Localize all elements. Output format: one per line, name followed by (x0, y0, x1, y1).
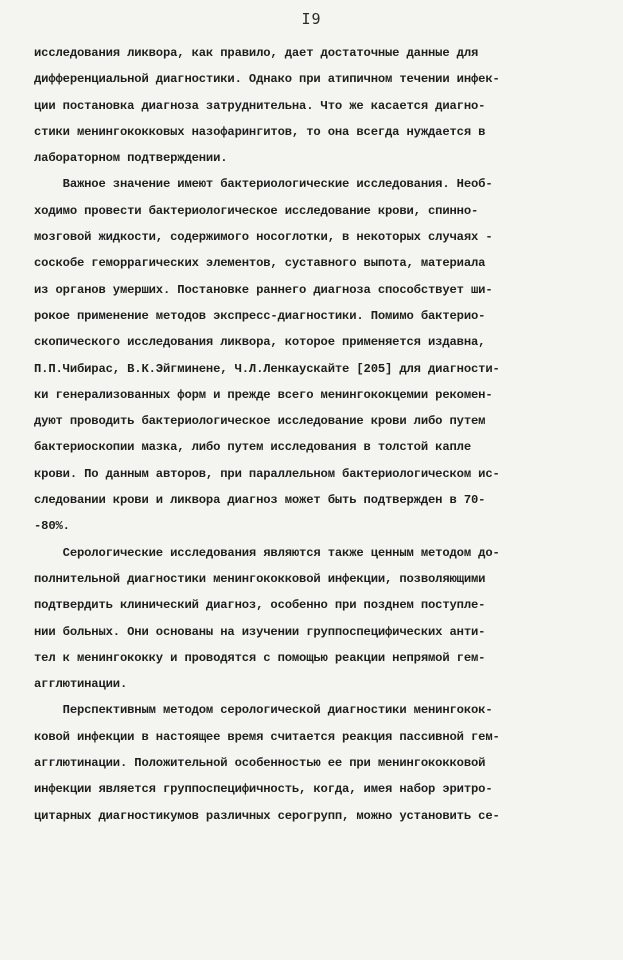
text-line: крови. По данным авторов, при параллельном бактериологическом ис- (34, 466, 500, 481)
text-line: -80%. (34, 519, 70, 534)
text-line: подтвердить клинический диагноз, особенно при позднем поступле- (34, 598, 486, 613)
text-line: ковой инфекции в настоящее время считается реакция пассивной гем- (34, 729, 500, 744)
text-line: полнительной диагностики менингококковой инфекции, позволяющими (34, 571, 486, 586)
text-line: скопического исследования ликвора, которое применяется издавна, (34, 335, 486, 350)
text-line: тел к менингококку и проводятся с помощью реакции непрямой гем- (34, 650, 486, 665)
text-line: рокое применение методов экспресс-диагностики. Помимо бактерио- (34, 308, 486, 323)
text-line: П.П.Чибирас, В.К.Эйгминене, Ч.Л.Ленкаускайте [205] для диагности- (34, 361, 500, 376)
text-line: дифференциальной диагностики. Однако при атипичном течении инфек- (34, 72, 500, 87)
text-line: исследования ликвора, как правило, дает достаточные данные для (34, 46, 479, 60)
text-line: ки генерализованных форм и прежде всего менингококцемии рекомен- (34, 387, 493, 402)
text-line: лабораторном подтверждении. (34, 151, 228, 166)
text-line: Перспективным методом серологической диагностики менингокок- (34, 703, 493, 718)
text-line: мозговой жидкости, содержимого носоглотки, в некоторых случаях - (34, 230, 493, 245)
text-line: ции постановка диагноза затруднительна. Что же касается диагно- (34, 98, 486, 113)
page-number: I9 (301, 10, 322, 28)
body-text (34, 40, 594, 829)
text-line: из органов умерших. Постановке раннего диагноза способствует ши- (34, 282, 493, 297)
text-line: Важное значение имеют бактериологические исследования. Необ- (34, 177, 493, 192)
text-line: нии больных. Они основаны на изучении группоспецифических анти- (34, 624, 486, 639)
text-line: агглютинации. (34, 677, 128, 692)
text-line: следовании крови и ликвора диагноз может быть подтвержден в 70- (34, 493, 486, 508)
text-line: дуют проводить бактериологическое исследование крови либо путем (34, 414, 486, 429)
text-line: соскобе геморрагических элементов, суставного выпота, материала (34, 256, 486, 271)
text-line: стики менингококковых назофарингитов, то она всегда нуждается в (34, 124, 486, 139)
text-line: цитарных диагностикумов различных серогрупп, можно установить се- (34, 808, 500, 823)
text-line: Серологические исследования являются также ценным методом до- (34, 545, 500, 560)
text-line: бактериоскопии мазка, либо путем исследования в толстой капле (34, 440, 471, 455)
text-line: агглютинации. Положительной особенностью ее при менингококковой (34, 756, 486, 771)
text-line: инфекции является группоспецифичность, когда, имея набор эритро- (34, 782, 493, 797)
text-line: ходимо провести бактериологическое исследование крови, спинно- (34, 203, 479, 218)
